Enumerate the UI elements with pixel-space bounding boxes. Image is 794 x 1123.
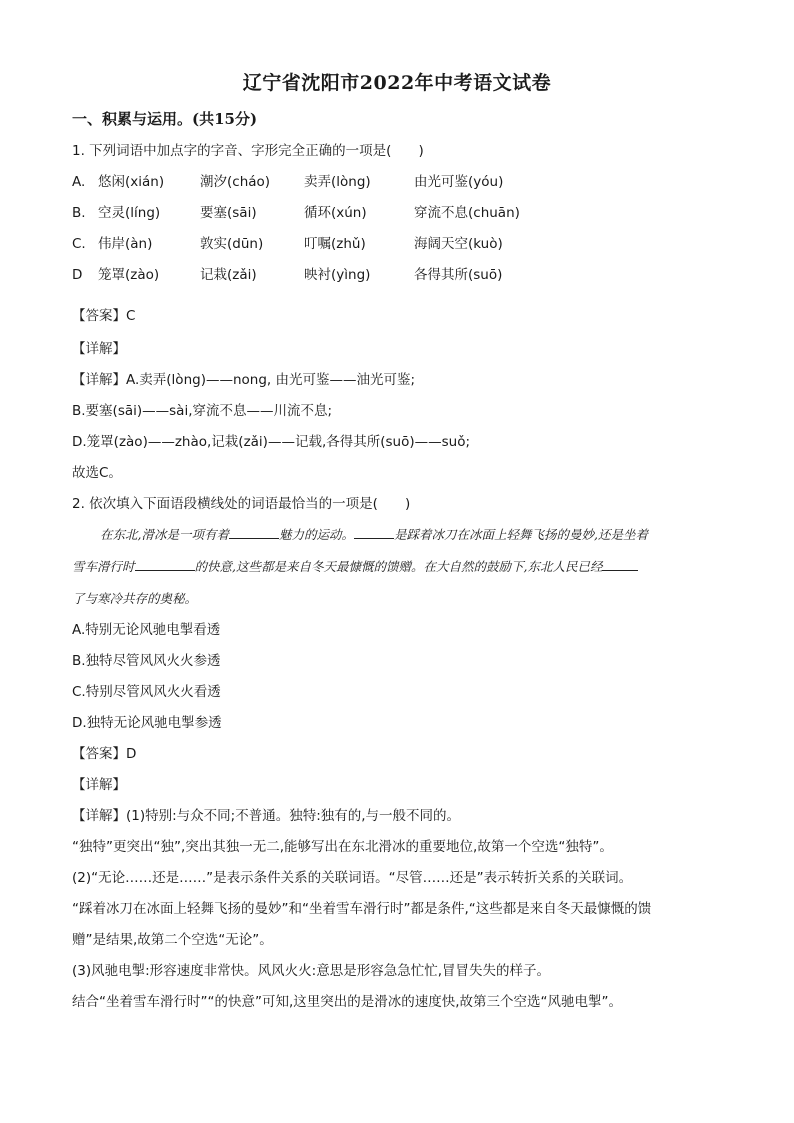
section-heading: 一、积累与运用。(共15分) bbox=[72, 110, 258, 128]
q2-passage-line bbox=[72, 526, 724, 544]
passage-text: 魅力的运动。 bbox=[278, 527, 354, 542]
q2-detail-line: “踩着冰刀在冰面上轻舞飞扬的曼妙”和“坐着雪车滑行时”都是条件,“这些都是来自冬天最慷慨的馈 bbox=[72, 901, 652, 917]
option-key: D. bbox=[72, 715, 87, 731]
option-item: 由光可鉴(yóu) bbox=[414, 174, 504, 190]
option-item: 空灵(líng) bbox=[98, 205, 161, 221]
q2-detail-line: 【详解】(1)特别:与众不同;不普通。独特:独有的,与一般不同的。 bbox=[72, 808, 461, 824]
q1-detail-heading: 【详解】 bbox=[72, 341, 126, 357]
option-item: 各得其所(suō) bbox=[414, 267, 503, 283]
q1-detail-line: D.笼罩(zào)——zhào,记栽(zǎi)——记载,各得其所(suō)——suǒ; bbox=[72, 434, 471, 450]
option-item: 风驰电掣 bbox=[140, 715, 195, 731]
option-item: 无论 bbox=[112, 622, 140, 638]
option-item: 卖弄(lòng) bbox=[304, 174, 371, 190]
option-key: C. bbox=[72, 684, 86, 700]
q2-detail-line: 结合“坐着雪车滑行时”“的快意”可知,这里突出的是滑冰的速度快,故第三个空选“风驰电掣”。 bbox=[72, 994, 623, 1010]
option-item: 风风火火 bbox=[139, 653, 194, 669]
q1-option-a bbox=[72, 173, 503, 191]
option-item: 特别 bbox=[85, 622, 113, 638]
q2-passage-line: 了与寒冷共存的奥秘。 bbox=[72, 591, 198, 606]
q1-detail-line: B.要塞(sāi)——sài,穿流不息——川流不息; bbox=[72, 403, 333, 419]
q2-option-d bbox=[72, 714, 222, 732]
option-key: A. bbox=[72, 174, 86, 190]
option-item: 无论 bbox=[113, 715, 141, 731]
option-item: 独特 bbox=[85, 653, 113, 669]
option-item: 看透 bbox=[193, 622, 221, 638]
option-item: 看透 bbox=[193, 684, 221, 700]
q2-detail-heading: 【详解】 bbox=[72, 777, 126, 793]
fill-blank bbox=[135, 558, 195, 571]
q1-option-c bbox=[72, 235, 503, 253]
q1-answer: 【答案】C bbox=[72, 308, 136, 324]
option-item: 笼罩(zào) bbox=[98, 267, 160, 283]
option-item: 敦实(dūn) bbox=[200, 236, 264, 252]
option-key: C. bbox=[72, 236, 86, 252]
option-item: 风驰电掣 bbox=[139, 622, 194, 638]
fill-blank bbox=[354, 526, 394, 539]
option-key: D bbox=[72, 267, 83, 283]
q2-answer: 【答案】D bbox=[72, 746, 137, 762]
q1-option-d bbox=[72, 266, 502, 284]
q2-detail-line: “独特”更突出“独”,突出其独一无二,能够写出在东北滑冰的重要地位,故第一个空选“独特”。 bbox=[72, 839, 613, 855]
q1-detail-line: 故选C。 bbox=[72, 465, 122, 481]
option-item: 叮嘱(zhǔ) bbox=[304, 236, 366, 252]
passage-text: 雪车滑行时 bbox=[72, 559, 135, 574]
q2-detail-line: (2)“无论……还是……”是表示条件关系的关联词语。“尽管……还是”表示转折关系的关联词。 bbox=[72, 870, 633, 886]
q2-passage-line bbox=[72, 558, 724, 576]
option-item: 尽管 bbox=[112, 684, 140, 700]
q1-option-b bbox=[72, 204, 520, 222]
option-item: 参透 bbox=[194, 715, 222, 731]
option-item: 尽管 bbox=[112, 653, 140, 669]
q1-stem: 1. 下列词语中加点字的字音、字形完全正确的一项是( ) bbox=[72, 143, 424, 159]
q2-option-c bbox=[72, 683, 221, 701]
option-item: 伟岸(àn) bbox=[98, 236, 153, 252]
passage-text: 是踩着冰刀在冰面上轻舞飞扬的曼妙,还是坐着 bbox=[394, 527, 648, 542]
q2-stem: 2. 依次填入下面语段横线处的词语最恰当的一项是( ) bbox=[72, 496, 411, 512]
option-item: 记栽(zǎi) bbox=[200, 267, 257, 283]
option-item: 穿流不息(chuān) bbox=[414, 205, 520, 221]
q2-option-a bbox=[72, 621, 220, 639]
option-item: 特别 bbox=[85, 684, 113, 700]
option-item: 悠闲(xián) bbox=[98, 174, 165, 190]
option-item: 潮汐(cháo) bbox=[200, 174, 271, 190]
q2-detail-line: 赠”是结果,故第二个空选“无论”。 bbox=[72, 932, 273, 948]
q2-option-b bbox=[72, 652, 221, 670]
fill-blank bbox=[229, 526, 279, 539]
option-item: 风风火火 bbox=[139, 684, 194, 700]
fill-blank bbox=[602, 558, 638, 571]
option-item: 独特 bbox=[86, 715, 114, 731]
option-item: 要塞(sāi) bbox=[200, 205, 257, 221]
option-item: 循环(xún) bbox=[304, 205, 367, 221]
option-key: B. bbox=[72, 205, 86, 221]
passage-text: 的快意,这些都是来自冬天最慷慨的馈赠。在大自然的鼓励下,东北人民已经 bbox=[194, 559, 603, 574]
exam-title: 辽宁省沈阳市2022年中考语文试卷 bbox=[242, 72, 552, 94]
q2-detail-line: (3)风驰电掣:形容速度非常快。风风火火:意思是形容急急忙忙,冒冒失失的样子。 bbox=[72, 963, 551, 979]
q1-detail-line: 【详解】A.卖弄(lòng)——nong, 由光可鉴——油光可鉴; bbox=[72, 372, 416, 388]
option-item: 海阔天空(kuò) bbox=[414, 236, 503, 252]
passage-text: 在东北,滑冰是一项有着 bbox=[100, 527, 229, 542]
option-key: A. bbox=[72, 622, 86, 638]
option-item: 参透 bbox=[193, 653, 221, 669]
option-key: B. bbox=[72, 653, 86, 669]
option-item: 映衬(yìng) bbox=[304, 267, 371, 283]
